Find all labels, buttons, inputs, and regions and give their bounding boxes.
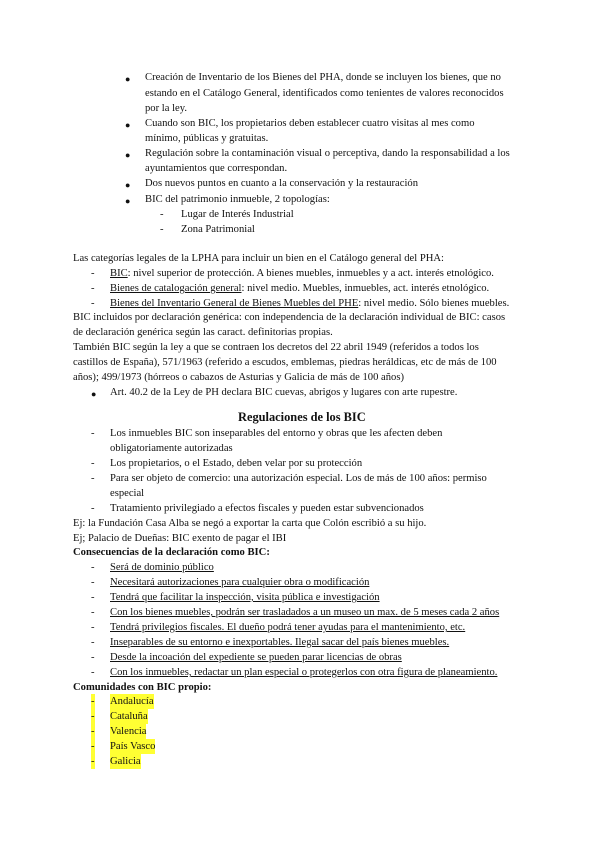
subsection-title: Consecuencias de la declaración como BIC: — [73, 547, 270, 558]
list-item-line: Para ser objeto de comercio: una autorización especial. Los de más de 100 años: permiso — [110, 473, 487, 484]
list-item-line: Zona Patrimonial — [181, 224, 255, 235]
bullet-marker: ● — [125, 196, 131, 206]
bullet-marker: ● — [91, 389, 97, 399]
list-item-line: Los propietarios, o el Estado, deben velar por su protección — [110, 458, 363, 469]
dash-marker: - — [91, 696, 95, 707]
highlighted-item: País Vasco — [110, 741, 156, 752]
term: Bienes de catalogación general — [110, 283, 242, 294]
dash-marker: - — [91, 726, 95, 737]
highlighted-item: Galicia — [110, 756, 141, 767]
list-item-line: BIC: nivel superior de protección. A bienes muebles, inmuebles y a act. interés etnológico. — [110, 268, 494, 279]
list-item-line: BIC del patrimonio inmueble, 2 topologías: — [145, 194, 330, 205]
section-title: Regulaciones de los BIC — [238, 410, 366, 424]
list-item-line: especial — [110, 488, 145, 499]
dash-marker: - — [91, 741, 95, 752]
dash-marker: - — [91, 622, 95, 633]
dash-marker: - — [91, 592, 95, 603]
list-item-line: Inseparables de su entorno e inexportables. Ilegal sacar del país bienes muebles. — [110, 637, 450, 648]
dash-marker: - — [91, 637, 95, 648]
dash-marker: - — [91, 607, 95, 618]
list-item-line: ayuntamientos que correspondan. — [145, 163, 288, 174]
dash-marker: - — [91, 473, 95, 484]
bullet-marker: ● — [125, 74, 131, 84]
dash-marker: - — [91, 283, 95, 294]
dash-marker: - — [91, 268, 95, 279]
dash-marker: - — [91, 503, 95, 514]
dash-marker: - — [91, 667, 95, 678]
dash-marker: - — [91, 652, 95, 663]
list-item-line: Necesitará autorizaciones para cualquier obra o modificación — [110, 577, 370, 588]
bullet-marker: ● — [125, 120, 131, 130]
term: BIC — [110, 268, 128, 279]
dash-marker: - — [91, 756, 95, 767]
list-item-line: estando en el Catálogo General, identificados como tenientes de valores reconocidos — [145, 88, 504, 99]
highlighted-item: Cataluña — [110, 711, 148, 722]
list-item-line: Con los bienes muebles, podrán ser trasladados a un museo un max. de 5 meses cada 2 años — [110, 607, 500, 618]
paragraph-line: castillos de España), 571/1963 (referido a escudos, emblemas, piedras heráldicas, etc de más de 100 — [73, 357, 497, 368]
paragraph-line: años); 499/1973 (hórreos o cabazos de Asturias y Galicia de más de 100 años) — [73, 372, 404, 383]
bullet-marker: ● — [125, 180, 131, 190]
example-line: Ej: la Fundación Casa Alba se negó a exportar la carta que Colón escribió a su hijo. — [73, 518, 427, 529]
list-item-line: Tendrá privilegios fiscales. El dueño podrá tener ayudas para el mantenimiento, etc. — [110, 622, 466, 633]
dash-marker: - — [91, 562, 95, 573]
list-item-line: Art. 40.2 de la Ley de PH declara BIC cuevas, abrigos y lugares con arte rupestre. — [110, 387, 458, 398]
list-item-line: por la ley. — [145, 103, 187, 114]
list-item-line: Dos nuevos puntos en cuanto a la conservación y la restauración — [145, 178, 418, 189]
paragraph-line: BIC incluidos por declaración genérica: con independencia de la declaración individual de BIC: casos — [73, 312, 506, 323]
example-line: Ej; Palacio de Dueñas: BIC exento de pagar el IBI — [73, 533, 287, 544]
list-item-line: Lugar de Interés Industrial — [181, 209, 294, 220]
term: Bienes del Inventario General de Bienes Muebles del PHE — [110, 298, 359, 309]
list-item-line: Desde la incoación del expediente se pueden parar licencias de obras — [110, 652, 402, 663]
list-item-line: obligatoriamente autorizadas — [110, 443, 233, 454]
paragraph-line: También BIC según la ley a que se contraen los decretos del 22 abril 1949 (referidos a todos los — [73, 342, 479, 353]
dash-marker: - — [91, 298, 95, 309]
bullet-marker: ● — [125, 150, 131, 160]
list-item-line: Bienes de catalogación general: nivel medio. Muebles, inmuebles, act. interés etnológico. — [110, 283, 490, 294]
list-item-line: Tendrá que facilitar la inspección, visita pública e investigación — [110, 592, 380, 603]
list-item-line: Los inmuebles BIC son inseparables del entorno y obras que les afecten deben — [110, 428, 443, 439]
list-item-line: mínimo, públicas y gratuitas. — [145, 133, 269, 144]
dash-marker: - — [160, 224, 164, 235]
list-item-line: Bienes del Inventario General de Bienes Muebles del PHE: nivel medio. Sólo bienes muebles. — [110, 298, 510, 309]
list-item-line: Tratamiento privilegiado a efectos fiscales y pueden estar subvencionados — [110, 503, 424, 514]
dash-marker: - — [91, 577, 95, 588]
list-item-line: Cuando son BIC, los propietarios deben establecer cuatro visitas al mes como — [145, 118, 475, 129]
paragraph-line: de declaración genérica según las caract. definitorias propias. — [73, 327, 333, 338]
dash-marker: - — [91, 458, 95, 469]
dash-marker: - — [160, 209, 164, 220]
highlighted-item: Andalucía — [110, 696, 154, 707]
highlighted-item: Valencia — [110, 726, 147, 737]
paragraph-line: Las categorías legales de la LPHA para incluir un bien en el Catálogo general del PHA: — [73, 253, 444, 264]
list-item-line: Será de dominio público — [110, 562, 214, 573]
list-item-line: Creación de Inventario de los Bienes del PHA, donde se incluyen los bienes, que no — [145, 72, 501, 83]
list-item-line: Regulación sobre la contaminación visual o perceptiva, dando la responsabilidad a los — [145, 148, 510, 159]
subsection-title: Comunidades con BIC propio: — [73, 682, 212, 693]
dash-marker: - — [91, 711, 95, 722]
list-item-line: Con los inmuebles, redactar un plan especial o protegerlos con otra figura de planeamiento. — [110, 667, 498, 678]
dash-marker: - — [91, 428, 95, 439]
